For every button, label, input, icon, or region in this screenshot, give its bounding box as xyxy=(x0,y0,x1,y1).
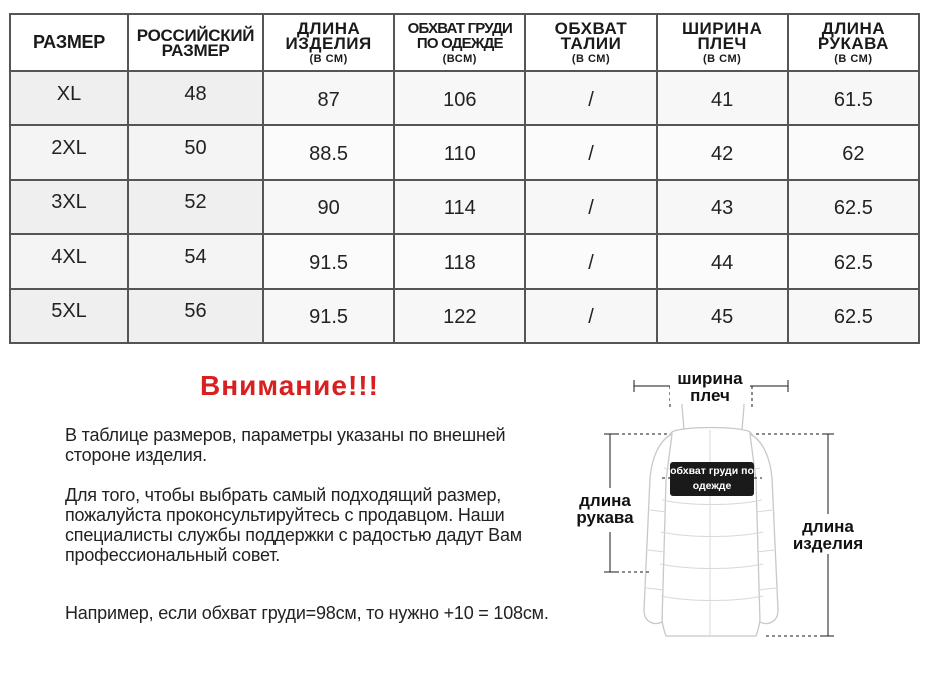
table-header-row xyxy=(10,14,919,71)
coat-measurement-diagram xyxy=(570,360,920,660)
table-row xyxy=(10,125,919,179)
table-row xyxy=(10,234,919,288)
table-row xyxy=(10,71,919,125)
cell-length xyxy=(263,180,394,234)
cell-sleeve xyxy=(788,71,919,125)
cell-chest xyxy=(394,180,525,234)
chest-value: 106 xyxy=(443,88,477,111)
cell-russian-size xyxy=(128,180,263,234)
shoulder-value: 42 xyxy=(711,143,734,166)
waist-value: / xyxy=(588,143,594,166)
sleeve-length-label: длина рукава xyxy=(576,491,634,527)
note-example: Например, если обхват груди=98см, то нужно +10 = 108см. xyxy=(65,603,549,623)
cell-shoulder xyxy=(657,289,788,343)
chest-value: 114 xyxy=(443,197,476,220)
cell-length xyxy=(263,71,394,125)
chest-value: 118 xyxy=(443,251,476,274)
header-waist-title: ОБХВАТ ТАЛИИ xyxy=(554,18,628,53)
russian-size-value: 56 xyxy=(184,300,207,323)
cell-waist xyxy=(525,71,656,125)
chest-value: 110 xyxy=(443,143,476,166)
header-size xyxy=(10,14,128,71)
header-length xyxy=(263,14,394,71)
cell-russian-size xyxy=(128,234,263,288)
cell-length xyxy=(263,289,394,343)
table-row xyxy=(10,180,919,234)
russian-size-value: 50 xyxy=(184,137,207,160)
cell-size xyxy=(10,289,128,343)
cell-sleeve xyxy=(788,180,919,234)
shoulder-width-label: ширина плеч xyxy=(670,370,750,404)
shoulder-value: 44 xyxy=(711,251,734,274)
header-russian-size-title: РОССИЙСКИЙ РАЗМЕР xyxy=(136,25,255,60)
header-shoulder-title: ШИРИНА ПЛЕЧ xyxy=(681,18,763,53)
cell-chest xyxy=(394,234,525,288)
length-value: 88.5 xyxy=(309,143,349,166)
length-value: 91.5 xyxy=(309,251,349,274)
sleeve-value: 62.5 xyxy=(833,197,873,220)
cell-chest xyxy=(394,125,525,179)
header-sleeve-unit: (В СМ) xyxy=(834,52,873,65)
header-sleeve-title: ДЛИНА РУКАВА xyxy=(817,18,889,53)
header-waist xyxy=(525,14,656,71)
cell-sleeve xyxy=(788,234,919,288)
cell-shoulder xyxy=(657,71,788,125)
header-chest-title: ОБХВАТ ГРУДИ ПО ОДЕЖДЕ xyxy=(407,19,512,52)
cell-waist xyxy=(525,234,656,288)
header-shoulder-unit: (В СМ) xyxy=(703,52,742,65)
note-consult-seller: Для того, чтобы выбрать самый подходящий размер, пожалуйста проконсультируйтесь с продавцом. Наши специалисты службы поддержки с радостью дадут Вам профессиональный совет. xyxy=(65,485,522,565)
sleeve-value: 62.5 xyxy=(833,306,873,329)
cell-length xyxy=(263,234,394,288)
cell-waist xyxy=(525,180,656,234)
russian-size-value: 52 xyxy=(184,191,207,214)
cell-russian-size xyxy=(128,289,263,343)
header-shoulder xyxy=(657,14,788,71)
length-value: 91.5 xyxy=(309,306,349,329)
cell-chest xyxy=(394,289,525,343)
size-chart-table xyxy=(9,13,920,344)
size-value: 4XL xyxy=(51,245,87,268)
cell-size xyxy=(10,71,128,125)
cell-length xyxy=(263,125,394,179)
size-value: XL xyxy=(56,82,82,105)
header-size-title: РАЗМЕР xyxy=(33,32,105,52)
table-row xyxy=(10,289,919,343)
waist-value: / xyxy=(588,197,594,220)
size-value: 3XL xyxy=(51,191,87,214)
item-length-label: длина изделия xyxy=(792,517,864,553)
chest-value: 122 xyxy=(443,306,477,329)
cell-sleeve xyxy=(788,289,919,343)
cell-size xyxy=(10,234,128,288)
sleeve-value: 61.5 xyxy=(833,88,873,111)
cell-sleeve xyxy=(788,125,919,179)
cell-size xyxy=(10,180,128,234)
header-chest-unit: (ВСМ) xyxy=(442,52,477,65)
russian-size-value: 54 xyxy=(184,245,207,268)
cell-waist xyxy=(525,289,656,343)
header-length-title: ДЛИНА ИЗДЕЛИЯ xyxy=(285,18,372,53)
header-length-unit: (В СМ) xyxy=(309,52,348,65)
shoulder-value: 43 xyxy=(711,197,734,220)
russian-size-value: 48 xyxy=(184,82,207,105)
cell-shoulder xyxy=(657,234,788,288)
shoulder-value: 41 xyxy=(711,88,734,111)
header-russian-size xyxy=(128,14,263,71)
cell-size xyxy=(10,125,128,179)
cell-russian-size xyxy=(128,125,263,179)
cell-russian-size xyxy=(128,71,263,125)
attention-title: Внимание!!! xyxy=(200,370,379,401)
shoulder-value: 45 xyxy=(711,306,734,329)
chest-girth-badge: обхват груди по одежде xyxy=(670,462,754,496)
length-value: 90 xyxy=(317,197,340,220)
cell-chest xyxy=(394,71,525,125)
note-outer-side: В таблице размеров, параметры указаны по внешней стороне изделия. xyxy=(65,425,506,465)
cell-waist xyxy=(525,125,656,179)
header-sleeve xyxy=(788,14,919,71)
sleeve-value: 62 xyxy=(842,143,865,166)
cell-shoulder xyxy=(657,125,788,179)
sleeve-value: 62.5 xyxy=(833,251,873,274)
header-waist-unit: (В СМ) xyxy=(571,52,611,65)
size-value: 2XL xyxy=(51,137,87,160)
cell-shoulder xyxy=(657,180,788,234)
header-chest xyxy=(394,14,525,71)
waist-value: / xyxy=(588,306,594,329)
waist-value: / xyxy=(588,251,594,274)
waist-value: / xyxy=(588,88,594,111)
size-value: 5XL xyxy=(51,300,87,323)
length-value: 87 xyxy=(317,88,340,111)
